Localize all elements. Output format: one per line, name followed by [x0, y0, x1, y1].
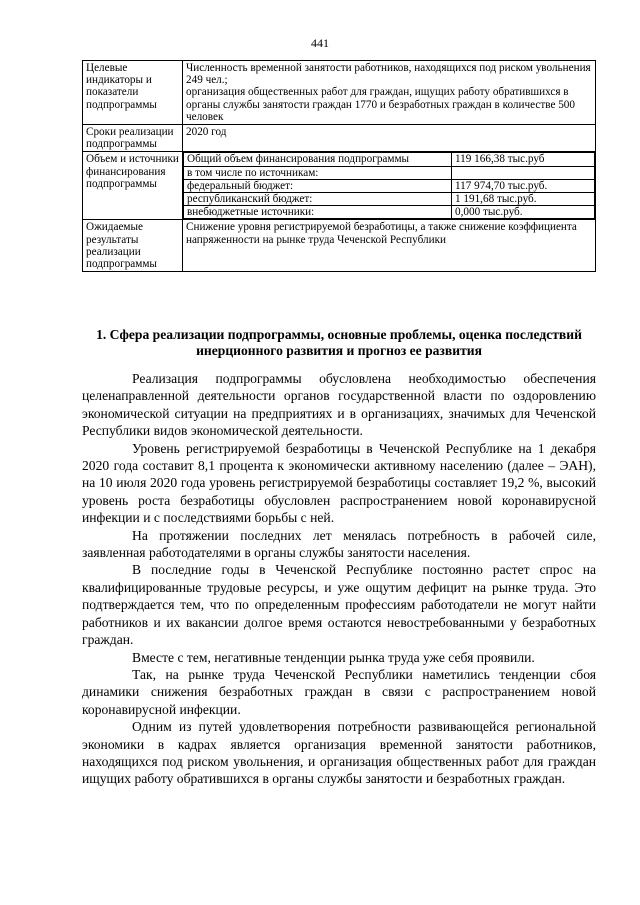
- table-row: [83, 125, 596, 152]
- table-row: [83, 152, 596, 220]
- row-value: [183, 125, 596, 152]
- financing-cell: [183, 152, 596, 220]
- financing-name: в том числе по источникам:: [184, 166, 452, 179]
- financing-name: Общий объем финансирования подпрограммы: [184, 153, 452, 166]
- paragraph: Реализация подпрограммы обусловлена необходимостью обеспечения целенаправленной деятельности органов государственной власти по оздоровлению экономической ситуации на предприятиях и в организациях, значимых для Чеченской Республики видов экономической деятельности.: [82, 371, 596, 439]
- row-label: Сроки реализации подпрограммы: [83, 125, 183, 152]
- value-line: Численность временной занятости работников, находящихся под риском увольнения 249 чел.;: [186, 62, 591, 87]
- financing-row: [184, 166, 595, 179]
- financing-row: [184, 206, 595, 219]
- value-line: Снижение уровня регистрируемой безработицы, а также снижение коэффициента напряженности на рынке труда Чеченской Республики: [186, 221, 577, 246]
- financing-name: внебюджетные источники:: [184, 206, 452, 219]
- row-value: [183, 61, 596, 125]
- financing-amount: 1 191,68 тыс.руб.: [452, 193, 595, 206]
- value-line: организация общественных работ для граждан, ищущих работу обратившихся в органы службы занятости граждан 1770 и безработных граждан в количестве 500 человек: [186, 86, 575, 123]
- row-label: Объем и источники финансирования подпрограммы: [83, 152, 183, 220]
- paragraph: Уровень регистрируемой безработицы в Чеченской Республике на 1 декабря 2020 года составит 8,1 процента к экономически активному населению (далее – ЭАН), на 10 июля 2020 года уровень регистрируемой безработицы составляет 19,2 %, высокий уровень роста безработицы обусловлен распространением новой коронавирусной инфекции и с последствиями борьбы с ней.: [82, 440, 596, 526]
- financing-row: [184, 179, 595, 192]
- financing-amount: 117 974,70 тыс.руб.: [452, 179, 595, 192]
- financing-amount: [452, 166, 595, 179]
- body-text: [82, 370, 596, 788]
- value-line: 2020 год: [186, 126, 227, 139]
- paragraph: Вместе с тем, негативные тенденции рынка труда уже себя проявили.: [132, 649, 535, 665]
- financing-row: [184, 153, 595, 166]
- row-label: Целевые индикаторы и показатели подпрограммы: [83, 61, 183, 125]
- table-row: [83, 61, 596, 125]
- row-label: Ожидаемые результаты реализации подпрограммы: [83, 220, 183, 272]
- page-number: 441: [311, 36, 329, 50]
- paragraph: Одним из путей удовлетворения потребности развивающейся региональной экономики в кадрах является организация временной занятости работников, находящихся под риском увольнения, и организация общественных работ для граждан ищущих работу обратившихся в органы службы занятости и безработных граждан.: [82, 719, 596, 787]
- paragraph: В последние годы в Чеченской Республике постоянно растет спрос на квалифицированные трудовые ресурсы, и уже ощутим дефицит на рынке труда. Это подтверждается тем, что по определенным профессиям работодатели не могут найти работников и их вакансии долгое время остаются невостребованными у безработных граждан.: [82, 562, 596, 648]
- financing-table: [183, 152, 595, 219]
- paragraph: На протяжении последних лет менялась потребность в рабочей силе, заявленная работодателями в органы службы занятости населения.: [82, 527, 596, 561]
- section-heading: 1. Сфера реализации подпрограммы, основные проблемы, оценка последствий инерционного развития и прогноз ее развития: [96, 327, 582, 358]
- financing-amount: 119 166,38 тыс.руб: [452, 153, 595, 166]
- subprogram-passport-table: [82, 60, 596, 272]
- financing-row: [184, 193, 595, 206]
- financing-name: республиканский бюджет:: [184, 193, 452, 206]
- financing-name: федеральный бюджет:: [184, 179, 452, 192]
- table-row: [83, 220, 596, 272]
- paragraph: Так, на рынке труда Чеченской Республики наметились тенденции сбоя динамики снижения безработных граждан в связи с распространением новой коронавирусной инфекции.: [82, 666, 596, 717]
- financing-amount: 0,000 тыс.руб.: [452, 206, 595, 219]
- row-value: [183, 220, 596, 272]
